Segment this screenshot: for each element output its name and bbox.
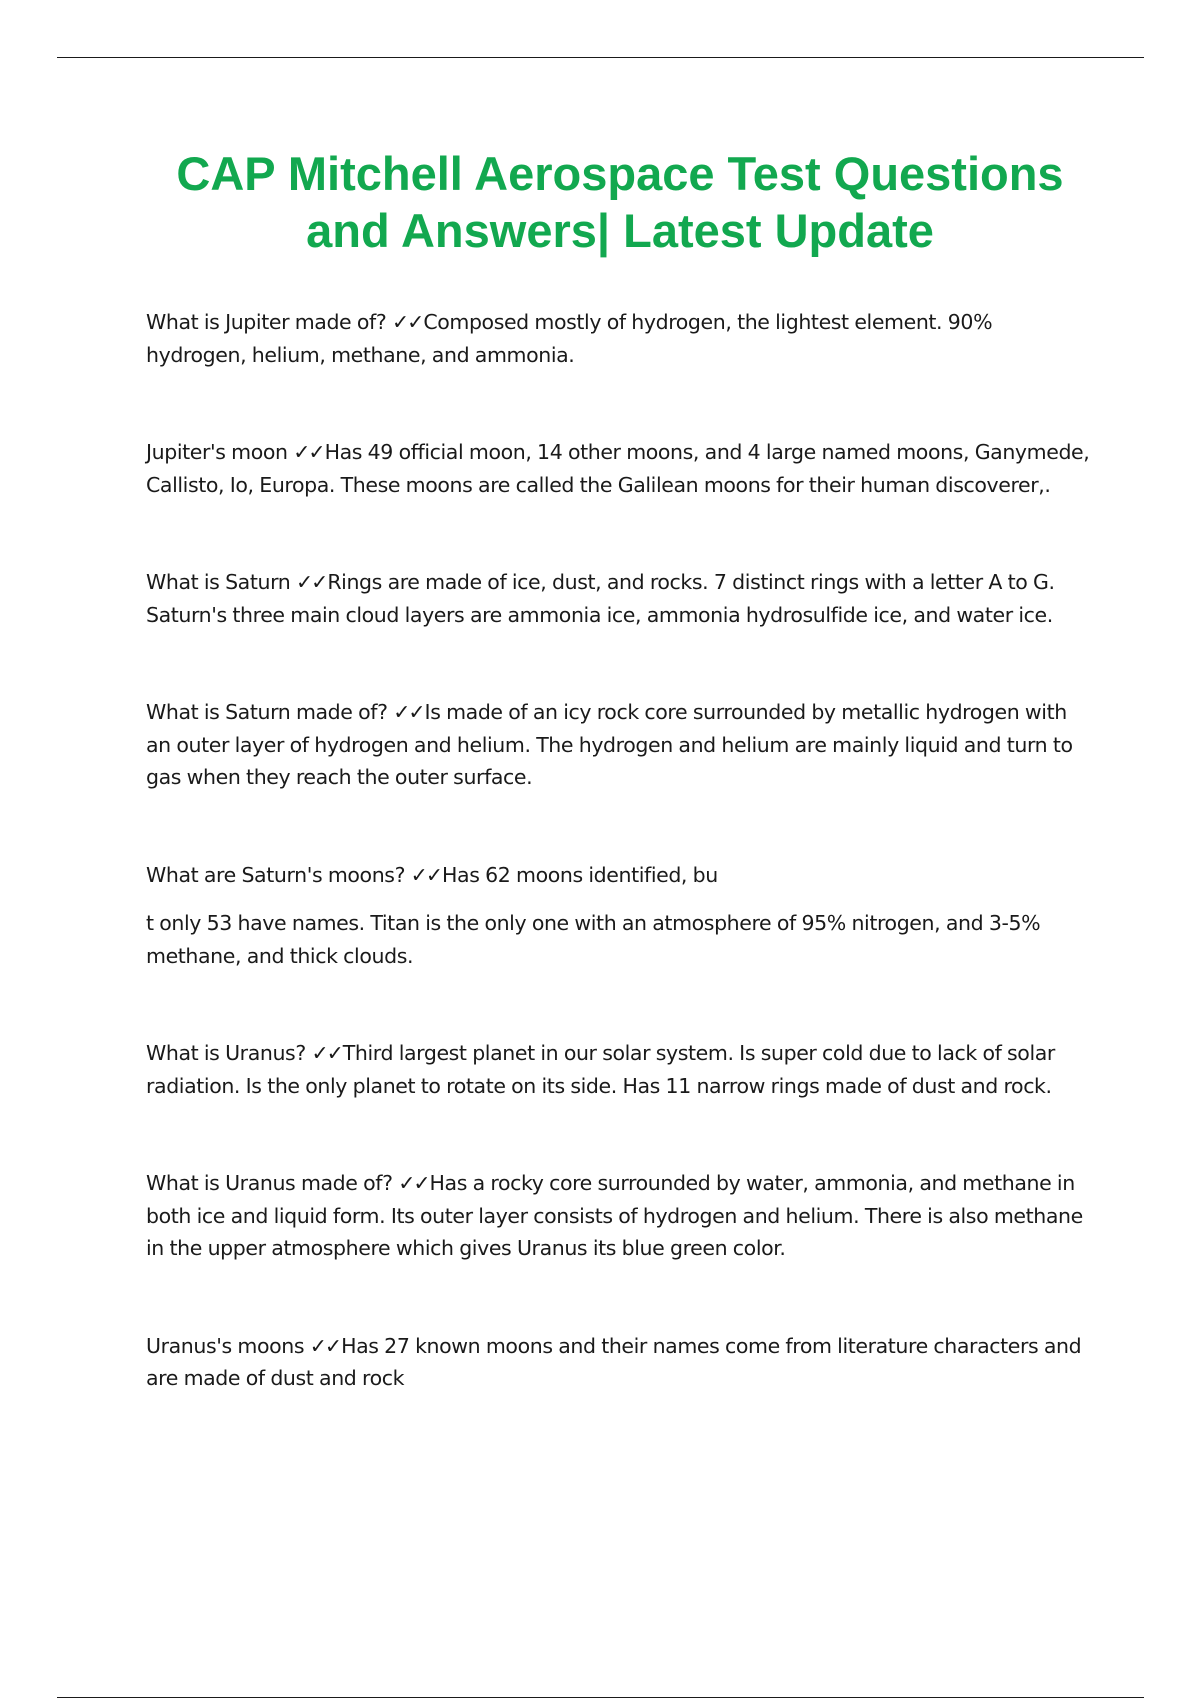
- top-rule: [57, 57, 1144, 58]
- question-text: What are Saturn's moons?: [146, 862, 411, 887]
- question-text: What is Uranus?: [146, 1041, 312, 1065]
- answer-text: Has 49 official moon, 14 other moons, and 4 large named moons, Ganymede, Callisto, Io, Europa. These moons are called the Galilean moons for their human discoverer,.: [146, 440, 1090, 497]
- qa-entry-saturn-moons-continuation: t only 53 have names. Titan is the only one with an atmosphere of 95% nitrogen, and 3-5% methane, and thick clouds.: [146, 911, 1041, 968]
- answer-text: Has a rocky core surrounded by water, ammonia, and methane in both ice and liquid form. Its outer layer consists of hydrogen and helium. There is also methane in the upper atmosphere which gives Uranus its blue green color.: [146, 1171, 1083, 1260]
- bottom-rule: [57, 1697, 1144, 1698]
- answer-text: Has 27 known moons and their names come from literature characters and are made of dust and rock: [146, 1333, 1082, 1390]
- checkmark-icon: ✓✓: [311, 1041, 342, 1065]
- checkmark-icon: ✓✓: [410, 862, 442, 887]
- checkmark-icon: ✓✓: [391, 310, 423, 334]
- question-text: What is Saturn made of?: [146, 700, 394, 724]
- title-line-1: CAP Mitchell Aerospace Test Questions: [176, 147, 1064, 200]
- qa-entry-saturn: [146, 566, 1096, 631]
- qa-entry-jupiter-moons: [146, 436, 1096, 501]
- qa-entry-saturn-composition: [146, 696, 1096, 794]
- qa-list: [146, 306, 1096, 1460]
- page-title: [100, 145, 1140, 259]
- checkmark-icon: ✓✓: [293, 440, 324, 464]
- qa-entry-uranus-moons: [146, 1330, 1096, 1395]
- question-text: Uranus's moons: [146, 1333, 310, 1358]
- qa-entry-saturn-moons: [146, 859, 1096, 892]
- answer-text: Third largest planet in our solar system. Is super cold due to lack of solar radiation. Is the only planet to rotate on its side. Has 11 narrow rings made of dust and rock.: [146, 1041, 1055, 1098]
- question-text: What is Saturn: [146, 570, 296, 594]
- question-text: What is Jupiter made of?: [146, 310, 392, 334]
- answer-text: Is made of an icy rock core surrounded by metallic hydrogen with an outer layer of hydrogen and helium. The hydrogen and helium are mainly liquid and turn to gas when they reach the outer surface.: [146, 700, 1073, 789]
- checkmark-icon: ✓✓: [393, 700, 424, 724]
- title-line-2: and Answers| Latest Update: [306, 204, 934, 257]
- answer-text: Rings are made of ice, dust, and rocks. 7 distinct rings with a letter A to G. Saturn's three main cloud layers are ammonia ice, ammonia hydrosulfide ice, and water ice.: [146, 570, 1055, 627]
- answer-text: Has 62 moons identified, bu: [442, 862, 718, 887]
- question-text: Jupiter's moon: [146, 440, 294, 464]
- qa-entry-jupiter-composition: [146, 306, 1096, 371]
- qa-entry-uranus-composition: [146, 1167, 1096, 1265]
- checkmark-icon: ✓✓: [309, 1333, 341, 1358]
- answer-text: Composed mostly of hydrogen, the lightest element. 90% hydrogen, helium, methane, and ammonia.: [146, 310, 993, 367]
- checkmark-icon: ✓✓: [295, 570, 327, 594]
- qa-entry-uranus: [146, 1037, 1096, 1102]
- checkmark-icon: ✓✓: [398, 1171, 429, 1195]
- question-text: What is Uranus made of?: [146, 1171, 399, 1195]
